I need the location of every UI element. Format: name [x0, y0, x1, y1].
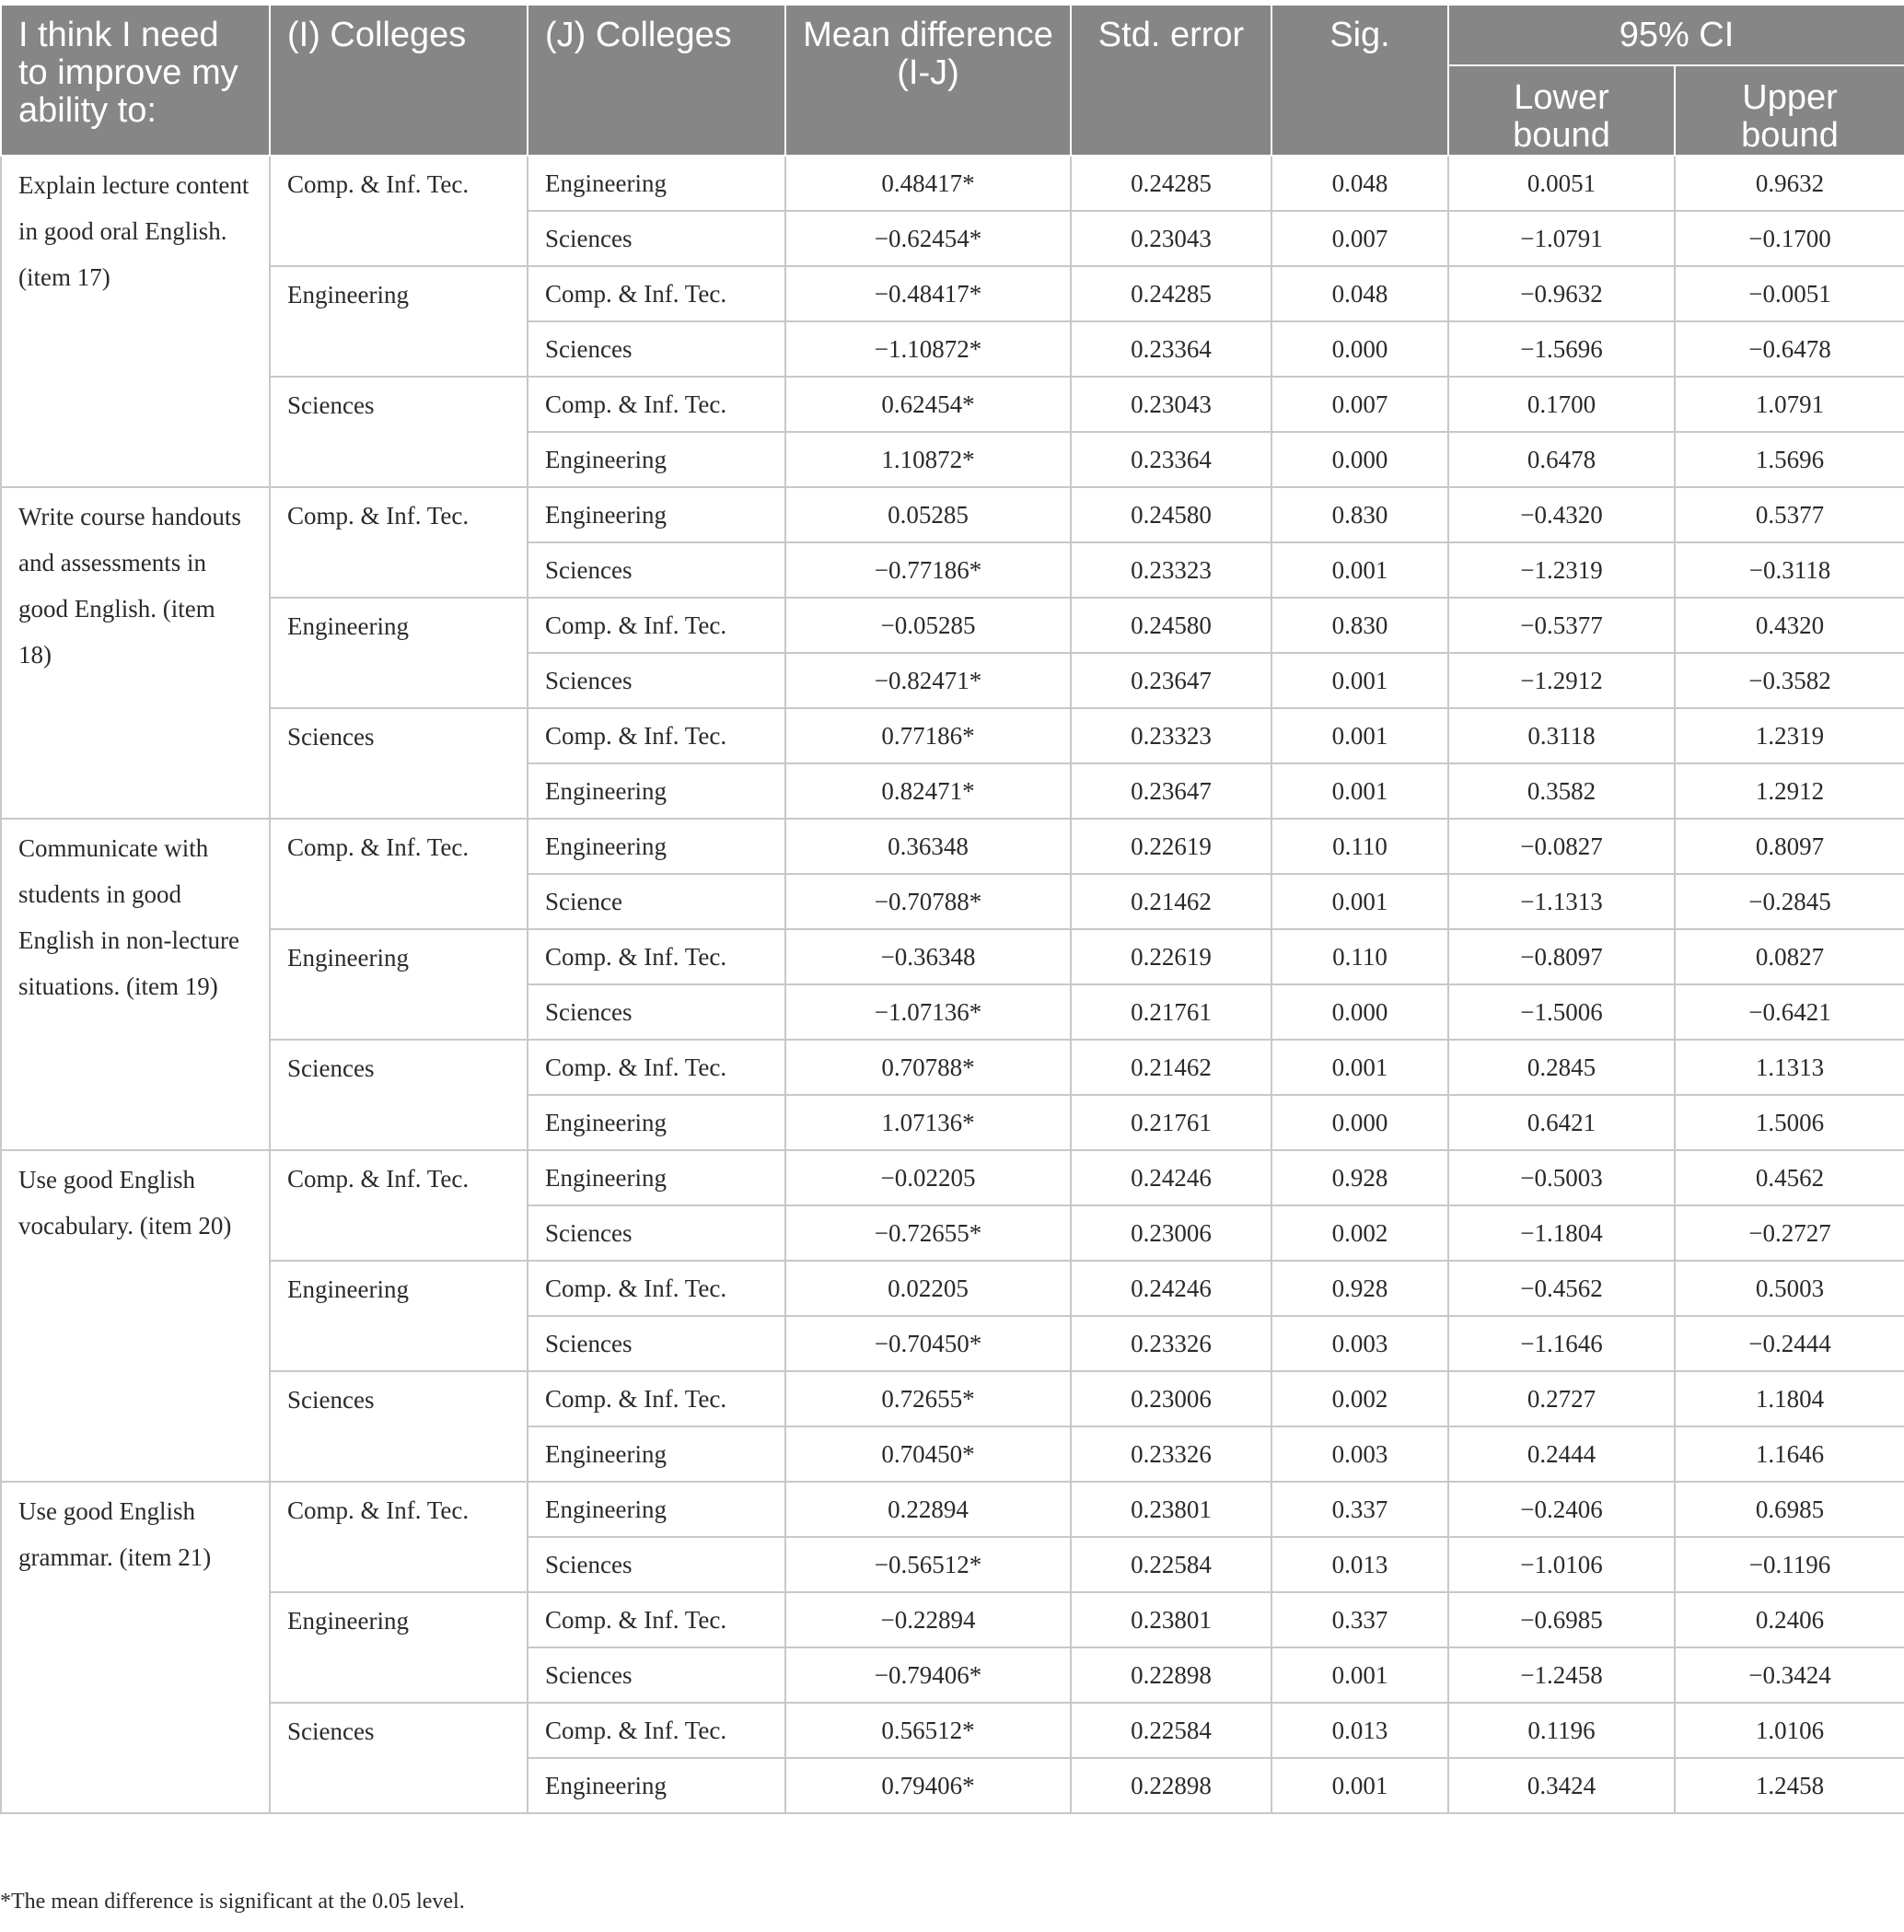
college-j-cell: Engineering — [528, 487, 785, 542]
college-i-cell: Engineering — [270, 1592, 528, 1703]
mean-difference-cell: −0.02205 — [785, 1150, 1071, 1205]
college-i-cell: Sciences — [270, 1703, 528, 1813]
sig-cell: 0.337 — [1271, 1592, 1448, 1647]
upper-bound-cell: −0.2727 — [1675, 1205, 1904, 1261]
table-row — [1, 377, 1904, 432]
header-lower-bound: Lower bound — [1448, 65, 1675, 156]
college-i-cell: Sciences — [270, 1040, 528, 1150]
mean-difference-cell: 0.05285 — [785, 487, 1071, 542]
lower-bound-cell: −0.9632 — [1448, 266, 1675, 321]
table-body — [1, 156, 1904, 1813]
header-colleges-j: (J) Colleges — [528, 5, 785, 156]
college-j-cell: Sciences — [528, 984, 785, 1040]
mean-difference-cell: 0.02205 — [785, 1261, 1071, 1316]
std-error-cell: 0.24246 — [1071, 1261, 1271, 1316]
upper-bound-cell: 0.6985 — [1675, 1482, 1904, 1537]
mean-difference-cell: 0.36348 — [785, 819, 1071, 874]
sig-cell: 0.048 — [1271, 156, 1448, 211]
sig-cell: 0.001 — [1271, 708, 1448, 763]
table-row — [1, 1482, 1904, 1537]
sig-cell: 0.003 — [1271, 1426, 1448, 1482]
college-j-cell: Sciences — [528, 653, 785, 708]
table-row — [1, 708, 1904, 763]
std-error-cell: 0.23801 — [1071, 1482, 1271, 1537]
mean-difference-cell: 0.82471* — [785, 763, 1071, 819]
upper-bound-cell: −0.0051 — [1675, 266, 1904, 321]
college-i-cell: Engineering — [270, 1261, 528, 1371]
mean-difference-cell: 0.72655* — [785, 1371, 1071, 1426]
std-error-cell: 0.22619 — [1071, 819, 1271, 874]
std-error-cell: 0.22619 — [1071, 929, 1271, 984]
upper-bound-cell: −0.3424 — [1675, 1647, 1904, 1703]
mean-difference-cell: −0.22894 — [785, 1592, 1071, 1647]
sig-cell: 0.001 — [1271, 1040, 1448, 1095]
college-j-cell: Comp. & Inf. Tec. — [528, 1371, 785, 1426]
mean-difference-cell: −0.05285 — [785, 598, 1071, 653]
upper-bound-cell: −0.2845 — [1675, 874, 1904, 929]
mean-difference-cell: −0.48417* — [785, 266, 1071, 321]
mean-difference-cell: 1.07136* — [785, 1095, 1071, 1150]
college-i-cell: Sciences — [270, 377, 528, 487]
college-j-cell: Comp. & Inf. Tec. — [528, 598, 785, 653]
upper-bound-cell: 0.0827 — [1675, 929, 1904, 984]
upper-bound-cell: 1.1804 — [1675, 1371, 1904, 1426]
sig-cell: 0.001 — [1271, 874, 1448, 929]
lower-bound-cell: 0.2727 — [1448, 1371, 1675, 1426]
std-error-cell: 0.21761 — [1071, 1095, 1271, 1150]
lower-bound-cell: −1.5696 — [1448, 321, 1675, 377]
lower-bound-cell: 0.2845 — [1448, 1040, 1675, 1095]
college-i-cell: Comp. & Inf. Tec. — [270, 487, 528, 598]
college-j-cell: Sciences — [528, 1316, 785, 1371]
sig-cell: 0.013 — [1271, 1537, 1448, 1592]
lower-bound-cell: 0.3582 — [1448, 763, 1675, 819]
mean-difference-cell: −0.82471* — [785, 653, 1071, 708]
college-j-cell: Comp. & Inf. Tec. — [528, 708, 785, 763]
mean-difference-cell: 1.10872* — [785, 432, 1071, 487]
table-row — [1, 929, 1904, 984]
header-upper-bound: Upper bound — [1675, 65, 1904, 156]
college-j-cell: Sciences — [528, 1205, 785, 1261]
mean-difference-cell: 0.56512* — [785, 1703, 1071, 1758]
lower-bound-cell: −0.0827 — [1448, 819, 1675, 874]
college-i-cell: Comp. & Inf. Tec. — [270, 1482, 528, 1592]
mean-difference-cell: −0.70450* — [785, 1316, 1071, 1371]
college-i-cell: Engineering — [270, 266, 528, 377]
upper-bound-cell: 1.0106 — [1675, 1703, 1904, 1758]
std-error-cell: 0.23006 — [1071, 1205, 1271, 1261]
sig-cell: 0.007 — [1271, 211, 1448, 266]
college-j-cell: Comp. & Inf. Tec. — [528, 266, 785, 321]
table-row — [1, 1703, 1904, 1758]
sig-cell: 0.048 — [1271, 266, 1448, 321]
college-i-cell: Sciences — [270, 1371, 528, 1482]
sig-cell: 0.110 — [1271, 819, 1448, 874]
sig-cell: 0.337 — [1271, 1482, 1448, 1537]
table-row — [1, 1150, 1904, 1205]
upper-bound-cell: 1.2912 — [1675, 763, 1904, 819]
mean-difference-cell: −0.79406* — [785, 1647, 1071, 1703]
mean-difference-cell: 0.62454* — [785, 377, 1071, 432]
std-error-cell: 0.21761 — [1071, 984, 1271, 1040]
upper-bound-cell: 1.2319 — [1675, 708, 1904, 763]
std-error-cell: 0.23801 — [1071, 1592, 1271, 1647]
std-error-cell: 0.24285 — [1071, 156, 1271, 211]
table-row — [1, 819, 1904, 874]
lower-bound-cell: −0.8097 — [1448, 929, 1675, 984]
table-row — [1, 156, 1904, 211]
upper-bound-cell: 1.5006 — [1675, 1095, 1904, 1150]
footnote: *The mean difference is significant at the 0.05 level. — [0, 1890, 465, 1914]
lower-bound-cell: 0.3118 — [1448, 708, 1675, 763]
college-j-cell: Engineering — [528, 1095, 785, 1150]
mean-difference-cell: 0.77186* — [785, 708, 1071, 763]
upper-bound-cell: −0.1700 — [1675, 211, 1904, 266]
sig-cell: 0.007 — [1271, 377, 1448, 432]
mean-difference-cell: 0.22894 — [785, 1482, 1071, 1537]
upper-bound-cell: 0.4320 — [1675, 598, 1904, 653]
std-error-cell: 0.23364 — [1071, 321, 1271, 377]
upper-bound-cell: −0.3582 — [1675, 653, 1904, 708]
college-j-cell: Sciences — [528, 1537, 785, 1592]
header-mean-difference: Mean difference (I-J) — [785, 5, 1071, 156]
college-j-cell: Engineering — [528, 1426, 785, 1482]
upper-bound-cell: 0.8097 — [1675, 819, 1904, 874]
lower-bound-cell: −0.2406 — [1448, 1482, 1675, 1537]
item-label: Explain lecture content in good oral English. (item 17) — [1, 156, 270, 487]
table-header — [1, 5, 1904, 156]
lower-bound-cell: −0.5003 — [1448, 1150, 1675, 1205]
upper-bound-cell: −0.6478 — [1675, 321, 1904, 377]
std-error-cell: 0.23323 — [1071, 708, 1271, 763]
std-error-cell: 0.22898 — [1071, 1647, 1271, 1703]
upper-bound-cell: −0.3118 — [1675, 542, 1904, 598]
upper-bound-cell: −0.6421 — [1675, 984, 1904, 1040]
lower-bound-cell: −1.2458 — [1448, 1647, 1675, 1703]
mean-difference-cell: −1.07136* — [785, 984, 1071, 1040]
table-row — [1, 598, 1904, 653]
std-error-cell: 0.22898 — [1071, 1758, 1271, 1813]
mean-difference-cell: 0.70788* — [785, 1040, 1071, 1095]
mean-difference-cell: 0.79406* — [785, 1758, 1071, 1813]
lower-bound-cell: −1.1313 — [1448, 874, 1675, 929]
college-j-cell: Comp. & Inf. Tec. — [528, 929, 785, 984]
table-row — [1, 1261, 1904, 1316]
lower-bound-cell: −0.4320 — [1448, 487, 1675, 542]
std-error-cell: 0.23323 — [1071, 542, 1271, 598]
sig-cell: 0.928 — [1271, 1261, 1448, 1316]
college-j-cell: Comp. & Inf. Tec. — [528, 1703, 785, 1758]
sig-cell: 0.000 — [1271, 432, 1448, 487]
std-error-cell: 0.23364 — [1071, 432, 1271, 487]
college-j-cell: Comp. & Inf. Tec. — [528, 377, 785, 432]
college-j-cell: Science — [528, 874, 785, 929]
lower-bound-cell: −0.6985 — [1448, 1592, 1675, 1647]
lower-bound-cell: −0.5377 — [1448, 598, 1675, 653]
sig-cell: 0.928 — [1271, 1150, 1448, 1205]
header-sig: Sig. — [1271, 5, 1448, 156]
college-j-cell: Comp. & Inf. Tec. — [528, 1592, 785, 1647]
upper-bound-cell: 1.1646 — [1675, 1426, 1904, 1482]
lower-bound-cell: −1.0791 — [1448, 211, 1675, 266]
std-error-cell: 0.23647 — [1071, 653, 1271, 708]
sig-cell: 0.001 — [1271, 763, 1448, 819]
mean-difference-cell: 0.48417* — [785, 156, 1071, 211]
mean-difference-cell: −1.10872* — [785, 321, 1071, 377]
lower-bound-cell: −1.0106 — [1448, 1537, 1675, 1592]
lower-bound-cell: −1.1804 — [1448, 1205, 1675, 1261]
table-row — [1, 266, 1904, 321]
college-i-cell: Comp. & Inf. Tec. — [270, 819, 528, 929]
lower-bound-cell: 0.6478 — [1448, 432, 1675, 487]
college-i-cell: Engineering — [270, 598, 528, 708]
college-j-cell: Sciences — [528, 1647, 785, 1703]
std-error-cell: 0.22584 — [1071, 1703, 1271, 1758]
sig-cell: 0.000 — [1271, 321, 1448, 377]
lower-bound-cell: 0.1196 — [1448, 1703, 1675, 1758]
mean-difference-cell: 0.70450* — [785, 1426, 1071, 1482]
college-i-cell: Comp. & Inf. Tec. — [270, 156, 528, 266]
std-error-cell: 0.24580 — [1071, 598, 1271, 653]
sig-cell: 0.000 — [1271, 984, 1448, 1040]
lower-bound-cell: −1.2912 — [1448, 653, 1675, 708]
std-error-cell: 0.21462 — [1071, 1040, 1271, 1095]
table-row — [1, 487, 1904, 542]
lower-bound-cell: −0.4562 — [1448, 1261, 1675, 1316]
table-row — [1, 1040, 1904, 1095]
sig-cell: 0.110 — [1271, 929, 1448, 984]
college-i-cell: Engineering — [270, 929, 528, 1040]
college-j-cell: Engineering — [528, 763, 785, 819]
std-error-cell: 0.23043 — [1071, 211, 1271, 266]
college-j-cell: Engineering — [528, 1482, 785, 1537]
college-j-cell: Comp. & Inf. Tec. — [528, 1040, 785, 1095]
lower-bound-cell: 0.0051 — [1448, 156, 1675, 211]
mean-difference-cell: −0.70788* — [785, 874, 1071, 929]
sig-cell: 0.000 — [1271, 1095, 1448, 1150]
sig-cell: 0.830 — [1271, 487, 1448, 542]
college-j-cell: Engineering — [528, 819, 785, 874]
upper-bound-cell: 0.9632 — [1675, 156, 1904, 211]
std-error-cell: 0.22584 — [1071, 1537, 1271, 1592]
sig-cell: 0.002 — [1271, 1205, 1448, 1261]
upper-bound-cell: 1.5696 — [1675, 432, 1904, 487]
mean-difference-cell: −0.77186* — [785, 542, 1071, 598]
std-error-cell: 0.21462 — [1071, 874, 1271, 929]
std-error-cell: 0.23043 — [1071, 377, 1271, 432]
table-row — [1, 1371, 1904, 1426]
lower-bound-cell: 0.2444 — [1448, 1426, 1675, 1482]
std-error-cell: 0.23326 — [1071, 1316, 1271, 1371]
lower-bound-cell: 0.3424 — [1448, 1758, 1675, 1813]
upper-bound-cell: 1.2458 — [1675, 1758, 1904, 1813]
item-label: Use good English grammar. (item 21) — [1, 1482, 270, 1813]
header-std-error: Std. error — [1071, 5, 1271, 156]
college-j-cell: Engineering — [528, 1150, 785, 1205]
college-j-cell: Engineering — [528, 432, 785, 487]
upper-bound-cell: 0.5003 — [1675, 1261, 1904, 1316]
item-label: Communicate with students in good English in non-lecture situations. (item 19) — [1, 819, 270, 1150]
sig-cell: 0.001 — [1271, 542, 1448, 598]
sig-cell: 0.001 — [1271, 1647, 1448, 1703]
college-j-cell: Sciences — [528, 321, 785, 377]
header-ci: 95% CI — [1448, 5, 1904, 65]
upper-bound-cell: 1.1313 — [1675, 1040, 1904, 1095]
upper-bound-cell: 0.4562 — [1675, 1150, 1904, 1205]
std-error-cell: 0.23326 — [1071, 1426, 1271, 1482]
item-label: Write course handouts and assessments in good English. (item 18) — [1, 487, 270, 819]
sig-cell: 0.001 — [1271, 1758, 1448, 1813]
sig-cell: 0.013 — [1271, 1703, 1448, 1758]
college-j-cell: Comp. & Inf. Tec. — [528, 1261, 785, 1316]
std-error-cell: 0.24285 — [1071, 266, 1271, 321]
post-hoc-table — [0, 4, 1904, 1814]
mean-difference-cell: −0.56512* — [785, 1537, 1071, 1592]
upper-bound-cell: −0.1196 — [1675, 1537, 1904, 1592]
mean-difference-cell: −0.62454* — [785, 211, 1071, 266]
lower-bound-cell: 0.1700 — [1448, 377, 1675, 432]
sig-cell: 0.003 — [1271, 1316, 1448, 1371]
std-error-cell: 0.23006 — [1071, 1371, 1271, 1426]
header-colleges-i: (I) Colleges — [270, 5, 528, 156]
lower-bound-cell: 0.6421 — [1448, 1095, 1675, 1150]
sig-cell: 0.830 — [1271, 598, 1448, 653]
college-i-cell: Sciences — [270, 708, 528, 819]
college-j-cell: Engineering — [528, 156, 785, 211]
upper-bound-cell: 1.0791 — [1675, 377, 1904, 432]
table-row — [1, 1592, 1904, 1647]
lower-bound-cell: −1.5006 — [1448, 984, 1675, 1040]
college-j-cell: Engineering — [528, 1758, 785, 1813]
college-j-cell: Sciences — [528, 542, 785, 598]
std-error-cell: 0.24246 — [1071, 1150, 1271, 1205]
header-item: I think I need to improve my ability to: — [1, 5, 270, 156]
upper-bound-cell: −0.2444 — [1675, 1316, 1904, 1371]
mean-difference-cell: −0.36348 — [785, 929, 1071, 984]
std-error-cell: 0.24580 — [1071, 487, 1271, 542]
sig-cell: 0.001 — [1271, 653, 1448, 708]
mean-difference-cell: −0.72655* — [785, 1205, 1071, 1261]
lower-bound-cell: −1.2319 — [1448, 542, 1675, 598]
item-label: Use good English vocabulary. (item 20) — [1, 1150, 270, 1482]
std-error-cell: 0.23647 — [1071, 763, 1271, 819]
lower-bound-cell: −1.1646 — [1448, 1316, 1675, 1371]
upper-bound-cell: 0.5377 — [1675, 487, 1904, 542]
sig-cell: 0.002 — [1271, 1371, 1448, 1426]
upper-bound-cell: 0.2406 — [1675, 1592, 1904, 1647]
college-j-cell: Sciences — [528, 211, 785, 266]
college-i-cell: Comp. & Inf. Tec. — [270, 1150, 528, 1261]
